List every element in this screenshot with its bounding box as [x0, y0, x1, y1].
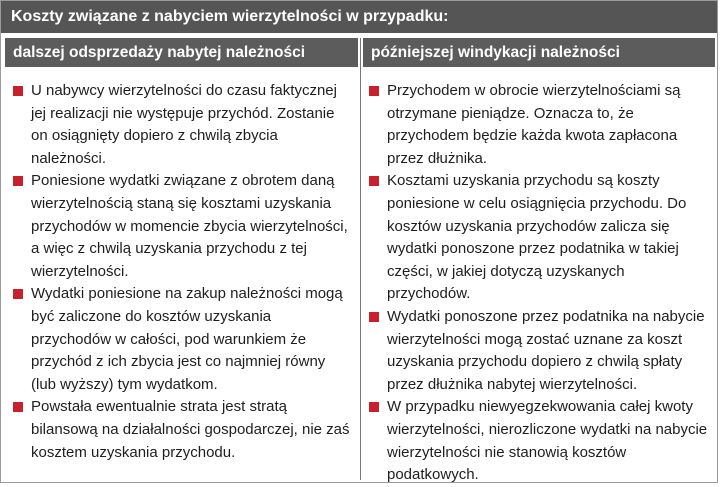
collection-list [369, 80, 709, 487]
list-item-text: Powstała ewentualnie strata jest stratą bilansową na działalności gospodarczej, nie zaś kosztem uzyskania przychodu. [31, 398, 350, 461]
list-item-text: Przychodem w obrocie wierzytelnościami są otrzymane pieniądze. Oznacza to, że przychodem będzie każda kwota zapłacona przez dłużnika. [387, 82, 681, 167]
list-item-text: Kosztami uzyskania przychodu są koszty poniesione w celu osiągnięcia przychodu. Do kosztów uzyskania przychodów zalicza się wydatki ponoszone przez podatnika w takiej części, w jakiej dotyczą uzyskanych przychodów. [387, 172, 687, 303]
list-item [13, 170, 351, 283]
list-item-text: Wydatki poniesione na zakup należności mogą być zaliczone do kosztów uzyskania przychodów w całości, pod warunkiem że przychód z ich zbycia jest co najmniej równy (lub wyższy) tym wydatkom. [31, 285, 343, 393]
square-bullet-icon [13, 176, 23, 186]
square-bullet-icon [13, 86, 23, 96]
resale-list [13, 80, 351, 464]
column-resale [13, 80, 351, 464]
square-bullet-icon [13, 402, 23, 412]
column-divider [360, 38, 361, 480]
column-header-resale: dalszej odsprzedaży nabytej należności [5, 38, 358, 67]
list-item [13, 80, 351, 170]
list-item-text: W przypadku niewyegzekwowania całej kwoty wierzytelności, nierozliczone wydatki na nabycie wierzytelności nie stanowią kosztów podatkowych. [387, 398, 708, 484]
square-bullet-icon [369, 176, 379, 186]
list-item [369, 396, 709, 486]
column-header-collection: późniejszej windykacji należności [363, 38, 715, 67]
list-item [369, 170, 709, 306]
list-item-text: Wydatki ponoszone przez podatnika na nabycie wierzytelności mogą zostać uznane za koszt uzyskania przychodu dopiero z chwilą spłaty przez dłużnika nabytej wierzytelności. [387, 307, 705, 393]
list-item [369, 306, 709, 396]
list-item [369, 80, 709, 170]
table-title: Koszty związane z nabyciem wierzytelności w przypadku: [1, 1, 717, 33]
list-item [13, 396, 351, 464]
square-bullet-icon [13, 289, 23, 299]
list-item [13, 283, 351, 396]
square-bullet-icon [369, 86, 379, 96]
column-collection [369, 80, 709, 487]
list-item-text: U nabywcy wierzytelności do czasu faktycznej jej realizacji nie występuje przychód. Zostanie on osiągnięty dopiero z chwilą zbycia należności. [31, 82, 337, 167]
square-bullet-icon [369, 312, 379, 322]
list-item-text: Poniesione wydatki związane z obrotem daną wierzytelnością staną się kosztami uzyskania przychodów w momencie zbycia wierzytelności, a więc z chwilą uzyskania przychodu z tej wierzytelności. [31, 172, 348, 280]
square-bullet-icon [369, 402, 379, 412]
